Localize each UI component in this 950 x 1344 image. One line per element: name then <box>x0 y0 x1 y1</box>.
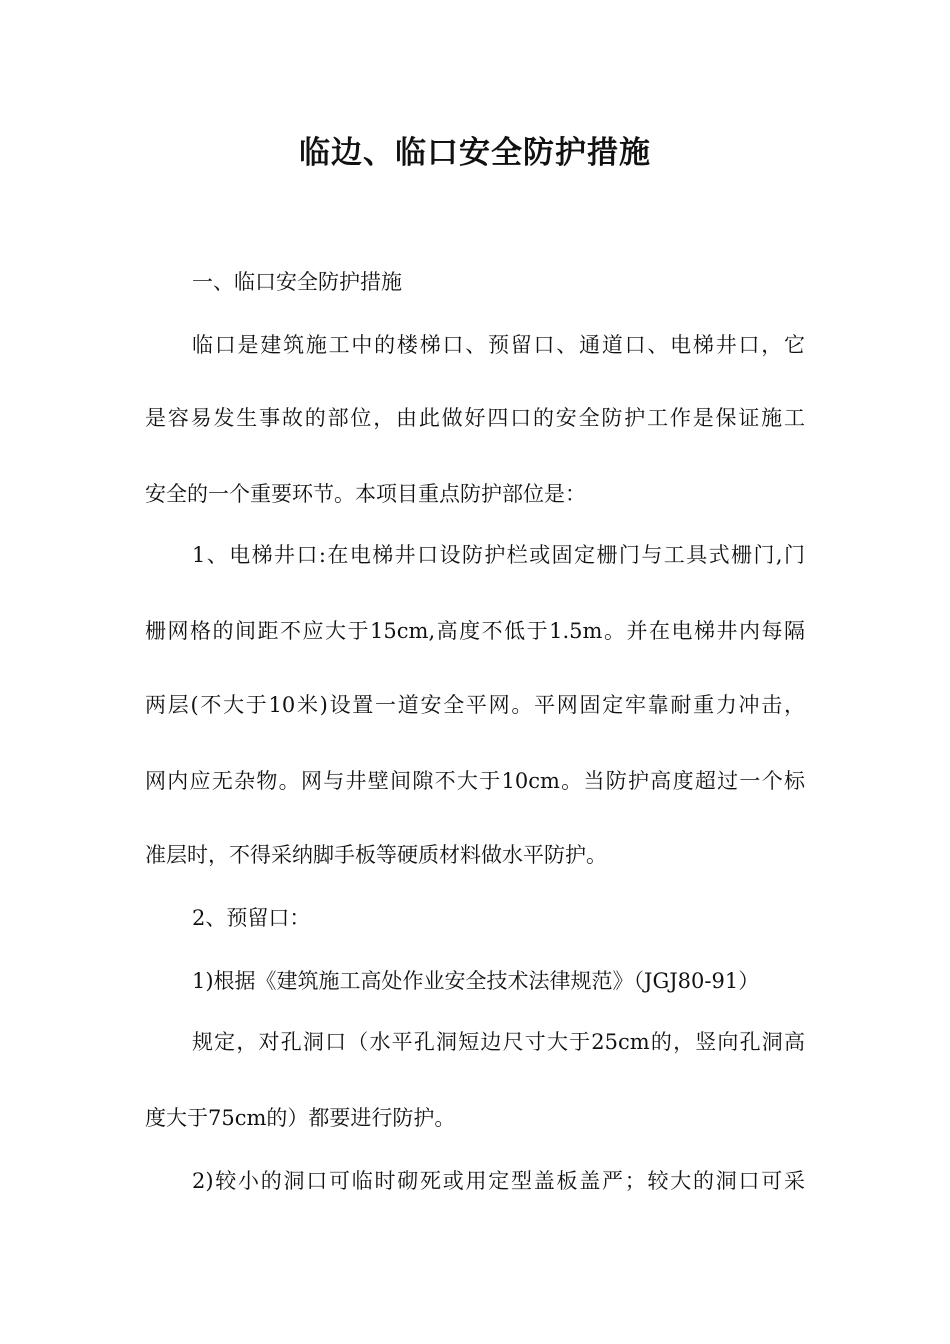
paragraph-line: 1)根据《建筑施工高处作业安全技术法律规范》（JGJ80-91） <box>192 969 760 993</box>
paragraph-line: 是容易发生事故的部位，由此做好四口的安全防护工作是保证施工 <box>145 406 805 430</box>
paragraph-line: 两层(不大于10米)设置一道安全平网。平网固定牢靠耐重力冲击， <box>145 693 805 717</box>
paragraph-line: 规定，对孔洞口（水平孔洞短边尺寸大于25cm的，竖向孔洞高 <box>192 1030 805 1054</box>
paragraph-line: 2)较小的洞口可临时砌死或用定型盖板盖严；较大的洞口可采 <box>192 1169 805 1193</box>
paragraph-line: 栅网格的间距不应大于15cm,高度不低于1.5m。并在电梯井内每隔 <box>145 619 805 643</box>
paragraph-line: 1、电梯井口:在电梯井口设防护栏或固定栅门与工具式栅门,门 <box>192 543 805 567</box>
paragraph-line: 度大于75cm的）都要进行防护。 <box>145 1106 456 1130</box>
section-heading: 一、临口安全防护措施 <box>192 270 402 294</box>
paragraph-line: 网内应无杂物。网与井壁间隙不大于10cm。当防护高度超过一个标 <box>145 769 805 793</box>
paragraph-line: 安全的一个重要环节。本项目重点防护部位是： <box>145 482 586 506</box>
document-title: 临边、临口安全防护措施 <box>299 135 651 171</box>
subsection-heading: 2、预留口： <box>192 906 311 930</box>
paragraph-line: 准层时，不得采纳脚手板等硬质材料做水平防护。 <box>145 843 607 867</box>
paragraph-line: 临口是建筑施工中的楼梯口、预留口、通道口、电梯井口，它 <box>192 333 805 357</box>
